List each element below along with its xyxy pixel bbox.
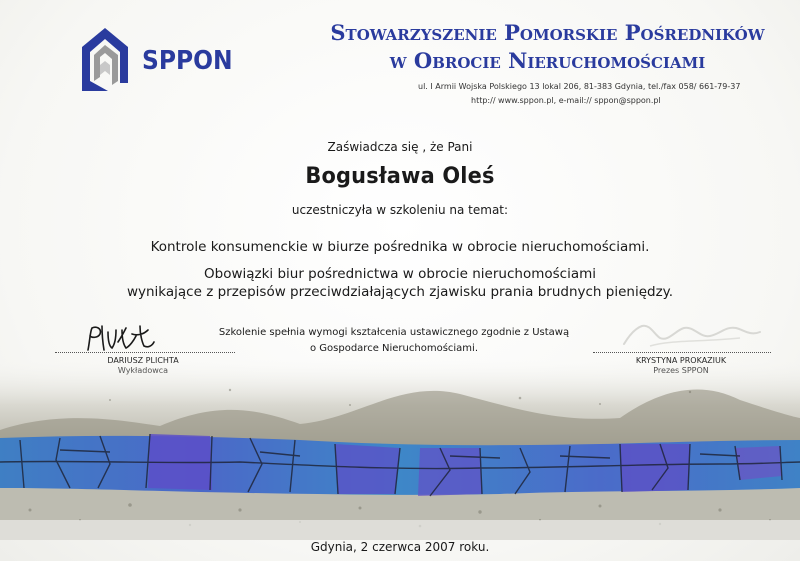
training-topic-2-line1: Obowiązki biur pośrednictwa w obrocie nieruchomościami: [204, 266, 596, 282]
participated-text: uczestniczyła w szkoleniu na temat:: [291, 203, 509, 217]
org-name-line1: Stowarzyszenie Pomorskie Pośredników: [330, 20, 765, 45]
training-topic-2-line2: wynikające z przepisów przeciwdziałających zjawisku prania brudnych pieniędzy.: [126, 284, 674, 300]
place-and-date: Gdynia, 2 czerwca 2007 roku.: [310, 540, 490, 554]
logo-text: SPPON: [142, 46, 233, 76]
requirement-line2: o Gospodarce Nieruchomościami.: [309, 343, 479, 354]
sppon-logo-icon: [74, 25, 136, 91]
org-address: ul. I Armii Wojska Polskiego 13 lokal 206, 81-383 Gdynia, tel./fax 058/ 661-79-37: [418, 82, 741, 91]
org-name-line2: w Obrocie Nieruchomościami: [389, 48, 706, 73]
intro-text: Zaświadcza się , że Pani: [327, 140, 473, 154]
decorative-stone-artwork: [0, 360, 800, 540]
president-signature-line: [593, 352, 771, 353]
lecturer-signature: [82, 322, 157, 356]
lecturer-signature-line: [55, 352, 235, 353]
requirement-line1: Szkolenie spełnia wymogi kształcenia ustawicznego zgodnie z Ustawą: [218, 327, 570, 338]
org-contact: http:// www.sppon.pl, e-mail:// sppon@sppon.pl: [471, 96, 661, 105]
training-topic-1: Kontrole konsumenckie w biurze pośrednika w obrocie nieruchomościami.: [150, 239, 650, 255]
president-signature: [620, 316, 770, 352]
recipient-name: Bogusława Oleś: [305, 164, 495, 189]
